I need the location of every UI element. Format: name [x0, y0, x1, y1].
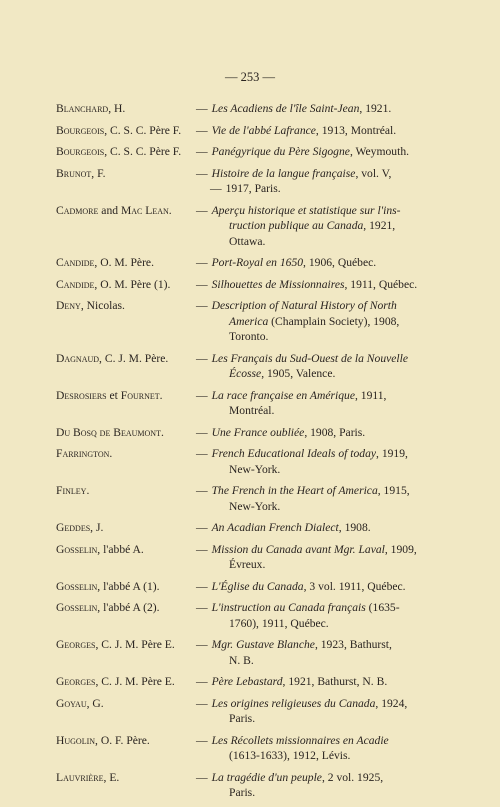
entry-work: — Vie de l'abbé Lafrance, 1913, Montréal.	[196, 123, 397, 137]
entry-author: Cadmore and Mac Lean.	[56, 203, 172, 217]
bibliography-entry	[56, 696, 456, 727]
entry-work: — Les origines religieuses du Canada, 1924, Paris.	[196, 696, 408, 725]
entry-work: — Les Récollets missionnaires en Acadie (1613-1633), 1912, Lévis.	[196, 733, 389, 762]
entry-author: Desrosiers et Fournet.	[56, 388, 163, 402]
entry-work: — Panégyrique du Père Sigogne, Weymouth.	[196, 145, 410, 158]
entry-work: — Une France oubliée, 1908, Paris.	[196, 425, 366, 439]
bibliography-list	[56, 101, 456, 807]
entry-author: Candide, O. M. Père (1).	[56, 277, 171, 291]
bibliography-entry	[56, 446, 456, 477]
entry-work: — Silhouettes de Missionnaires, 1911, Québec.	[196, 277, 418, 291]
bibliography-entry	[56, 144, 456, 160]
entry-work: — La race française en Amérique, 1911, Montréal.	[196, 388, 387, 417]
bibliography-entry	[56, 637, 456, 668]
entry-author: Georges, C. J. M. Père E.	[56, 675, 175, 688]
entry-work: — The French in the Heart of America, 1915, New-York.	[196, 484, 410, 513]
entry-work: — Père Lebastard, 1921, Bathurst, N. B.	[196, 675, 388, 688]
bibliography-entry	[56, 425, 456, 441]
entry-work: — L'instruction au Canada français (1635- 1760), 1911, Québec.	[196, 601, 400, 630]
entry-author: Candide, O. M. Père.	[56, 256, 154, 269]
bibliography-entry	[56, 101, 456, 117]
entry-author: Blanchard, H.	[56, 102, 126, 115]
entry-work: — L'Église du Canada, 3 vol. 1911, Québec.	[196, 579, 406, 593]
entry-author: Du Bosq de Beaumont.	[56, 425, 164, 439]
entry-author: Geddes, J.	[56, 521, 104, 534]
entry-author: Gosselin, l'abbé A.	[56, 542, 144, 556]
page-number: — 253 —	[225, 70, 275, 84]
entry-author: Goyau, G.	[56, 696, 104, 710]
entry-author: Finley.	[56, 484, 90, 497]
bibliography-entry	[56, 277, 456, 293]
bibliography-entry	[56, 203, 456, 250]
entry-author: Georges, C. J. M. Père E.	[56, 638, 175, 651]
bibliography-entry	[56, 388, 456, 419]
entry-author: Bourgeois, C. S. C. Père F.	[56, 145, 182, 158]
bibliography-entry	[56, 520, 456, 536]
entry-work: — La tragédie d'un peuple, 2 vol. 1925, Paris.	[196, 770, 384, 799]
entry-author: Brunot, F.	[56, 166, 106, 180]
entry-author: Lauvrière, E.	[56, 770, 120, 784]
entry-author: Deny, Nicolas.	[56, 299, 125, 312]
bibliography-entry	[56, 733, 456, 764]
entry-work: — An Acadian French Dialect, 1908.	[196, 521, 371, 534]
bibliography-entry	[56, 579, 456, 595]
entry-work: — Mgr. Gustave Blanche, 1923, Bathurst, N. B.	[196, 638, 392, 667]
bibliography-entry	[56, 351, 456, 382]
bibliography-entry	[56, 298, 456, 345]
entry-author: Gosselin, l'abbé A (2).	[56, 601, 160, 614]
entry-work: — Mission du Canada avant Mgr. Laval, 1909, Évreux.	[196, 542, 417, 571]
bibliography-entry	[56, 166, 456, 197]
entry-work: — Les Acadiens de l'île Saint-Jean, 1921.	[196, 102, 392, 115]
bibliography-entry	[56, 600, 456, 631]
bibliography-entry	[56, 674, 456, 690]
entry-author: Bourgeois, C. S. C. Père F.	[56, 123, 182, 137]
entry-work: — Aperçu historique et statistique sur l'ins- truction publique au Canada, 1921, Ottawa.	[196, 203, 401, 248]
entry-work: — Port-Royal en 1650, 1906, Québec.	[196, 256, 377, 269]
entry-author: Farrington.	[56, 447, 113, 460]
bibliography-entry	[56, 255, 456, 271]
bibliography-entry	[56, 483, 456, 514]
entry-work: — French Educational Ideals of today, 1919, New-York.	[196, 447, 408, 476]
bibliography-entry	[56, 123, 456, 139]
entry-author: Gosselin, l'abbé A (1).	[56, 579, 160, 593]
entry-work: — Histoire de la langue française, vol. V, — 1917, Paris.	[196, 166, 392, 195]
bibliography-entry	[56, 770, 456, 801]
bibliography-entry	[56, 542, 456, 573]
entry-work: — Les Français du Sud-Ouest de la Nouvelle Écosse, 1905, Valence.	[196, 351, 409, 380]
entry-author: Dagnaud, C. J. M. Père.	[56, 351, 169, 365]
entry-author: Hugolin, O. F. Père.	[56, 733, 150, 747]
entry-work: — Description of Natural History of North America (Champlain Society), 1908, Toronto.	[196, 299, 400, 343]
